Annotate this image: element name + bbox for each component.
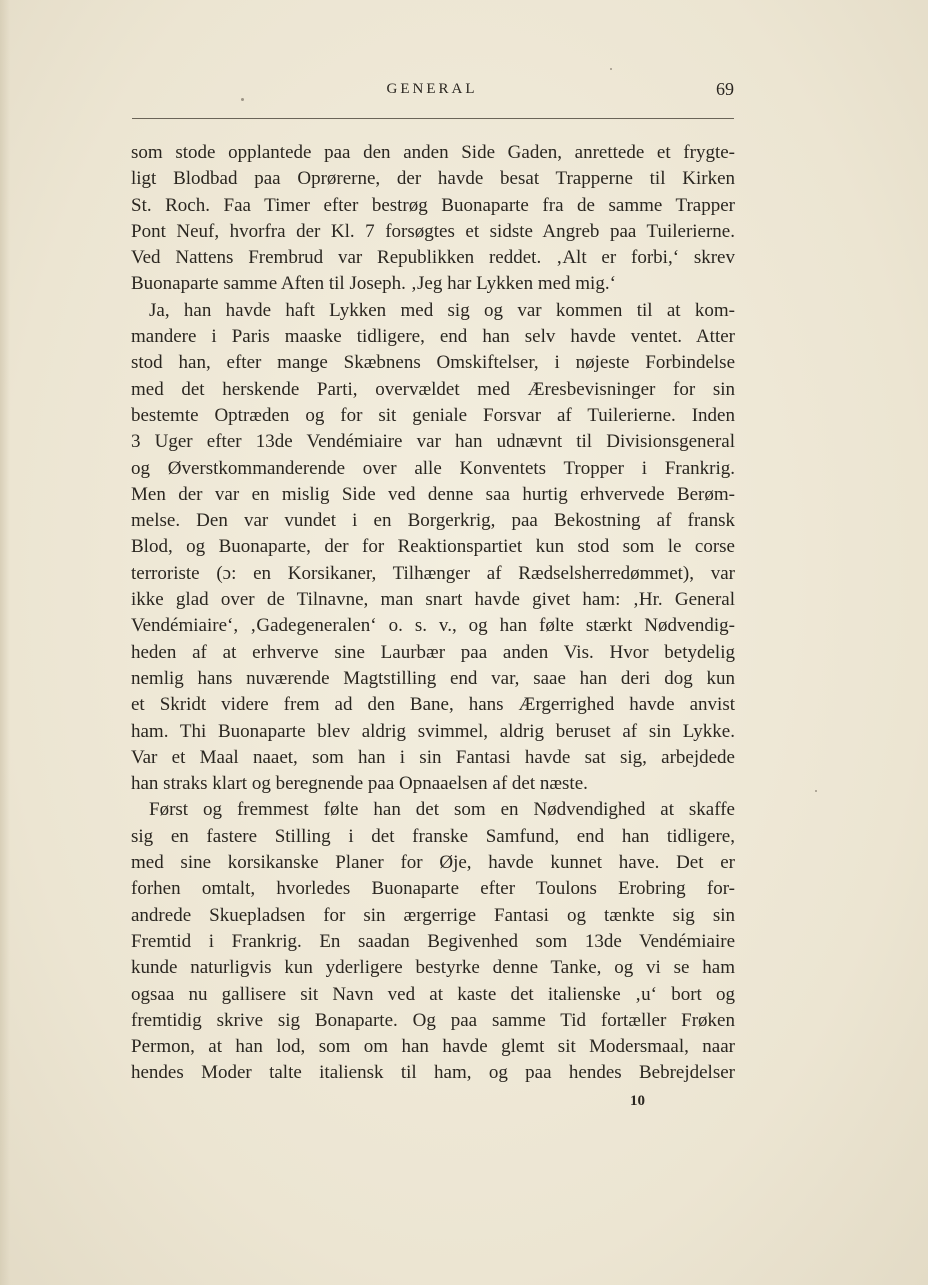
text-line: heden af at erhverve sine Laurbær paa anden Vis. Hvor betydelig [131, 641, 735, 663]
text-line: Permon, at han lod, som om han havde glemt sit Modersmaal, naar [131, 1036, 735, 1058]
text-line: Men der var en mislig Side ved denne saa hurtig erhvervede Berøm- [131, 483, 735, 505]
text-line: andrede Skuepladsen for sin ærgerrige Fantasi og tænkte sig sin [131, 904, 735, 926]
text-line: sig en fastere Stilling i det franske Samfund, end han tidligere, [131, 825, 735, 847]
text-line: Buonaparte samme Aften til Joseph. ‚Jeg har Lykken med mig.‘ [131, 273, 616, 295]
page-number: 69 [716, 79, 734, 99]
text-line: ogsaa nu gallisere sit Navn ved at kaste det italienske ‚u‘ bort og [131, 983, 735, 1005]
text-line: fremtidig skrive sig Bonaparte. Og paa samme Tid fortæller Frøken [131, 1009, 735, 1031]
text-line: Ja, han havde haft Lykken med sig og var kommen til at kom- [149, 299, 735, 321]
text-line: Først og fremmest følte han det som en Nødvendighed at skaffe [149, 799, 735, 821]
text-line: forhen omtalt, hvorledes Buonaparte efter Toulons Erobring for- [131, 878, 735, 900]
text-line: Ved Nattens Frembrud var Republikken reddet. ‚Alt er forbi,‘ skrev [131, 247, 735, 269]
text-line: terroriste (ɔ: en Korsikaner, Tilhænger af Rædselsherredømmet), var [131, 562, 735, 584]
text-line: med det herskende Parti, overvældet med Æresbevisninger for sin [131, 378, 735, 400]
paper-speck [241, 98, 244, 101]
text-line: ham. Thi Buonaparte blev aldrig svimmel, aldrig beruset af sin Lykke. [131, 720, 735, 742]
text-line: kunde naturligvis kun yderligere bestyrke denne Tanke, og vi se ham [131, 957, 735, 979]
text-line: Fremtid i Frankrig. En saadan Begivenhed som 13de Vendémiaire [131, 930, 735, 952]
body-text [131, 140, 735, 1087]
text-line: Pont Neuf, hvorfra der Kl. 7 forsøgtes et sidste Angreb paa Tuilerierne. [131, 220, 735, 242]
text-line: et Skridt videre frem ad den Bane, hans Ærgerrighed havde anvist [131, 694, 735, 716]
text-line: og Øverstkommanderende over alle Konventets Tropper i Frankrig. [131, 457, 735, 479]
paper-speck [610, 68, 612, 70]
signature-mark: 10 [630, 1093, 645, 1109]
text-line: Blod, og Buonaparte, der for Reaktionspartiet kun stod som le corse [131, 536, 735, 558]
paper-speck [815, 790, 817, 792]
text-line: ikke glad over de Tilnavne, man snart havde givet ham: ‚Hr. General [131, 589, 735, 611]
text-line: St. Roch. Faa Timer efter bestrøg Buonaparte fra de samme Trapper [131, 194, 735, 216]
text-line: hendes Moder talte italiensk til ham, og paa hendes Bebrejdelser [131, 1062, 735, 1084]
text-line: nemlig hans nuværende Magtstilling end var, saae han deri dog kun [131, 667, 735, 689]
text-line: han straks klart og beregnende paa Opnaaelsen af det næste. [131, 773, 588, 795]
running-head [130, 78, 734, 102]
text-line: Vendémiaire‘, ‚Gadegeneralen‘ o. s. v., og han følte stærkt Nødvendig- [131, 615, 735, 637]
text-line: som stode opplantede paa den anden Side Gaden, anrettede et frygte- [131, 142, 735, 163]
text-line: mandere i Paris maaske tidligere, end han selv havde ventet. Atter [131, 326, 735, 348]
text-line: melse. Den var vundet i en Borgerkrig, paa Bekostning af fransk [131, 510, 735, 532]
text-line: stod han, efter mange Skæbnens Omskiftelser, i nøjeste Forbindelse [131, 352, 735, 374]
header-rule [132, 118, 734, 119]
text-line: Var et Maal naaet, som han i sin Fantasi havde sat sig, arbejdede [131, 746, 735, 768]
text-line: ligt Blodbad paa Oprørerne, der havde besat Trapperne til Kirken [131, 168, 735, 190]
text-line: bestemte Optræden og for sit geniale Forsvar af Tuilerierne. Inden [131, 404, 735, 426]
text-line: med sine korsikanske Planer for Øje, havde kunnet have. Det er [131, 852, 735, 874]
running-title: GENERAL [386, 81, 478, 97]
text-line: 3 Uger efter 13de Vendémiaire var han udnævnt til Divisionsgeneral [131, 431, 735, 453]
page-edge-shadow [0, 0, 10, 1285]
